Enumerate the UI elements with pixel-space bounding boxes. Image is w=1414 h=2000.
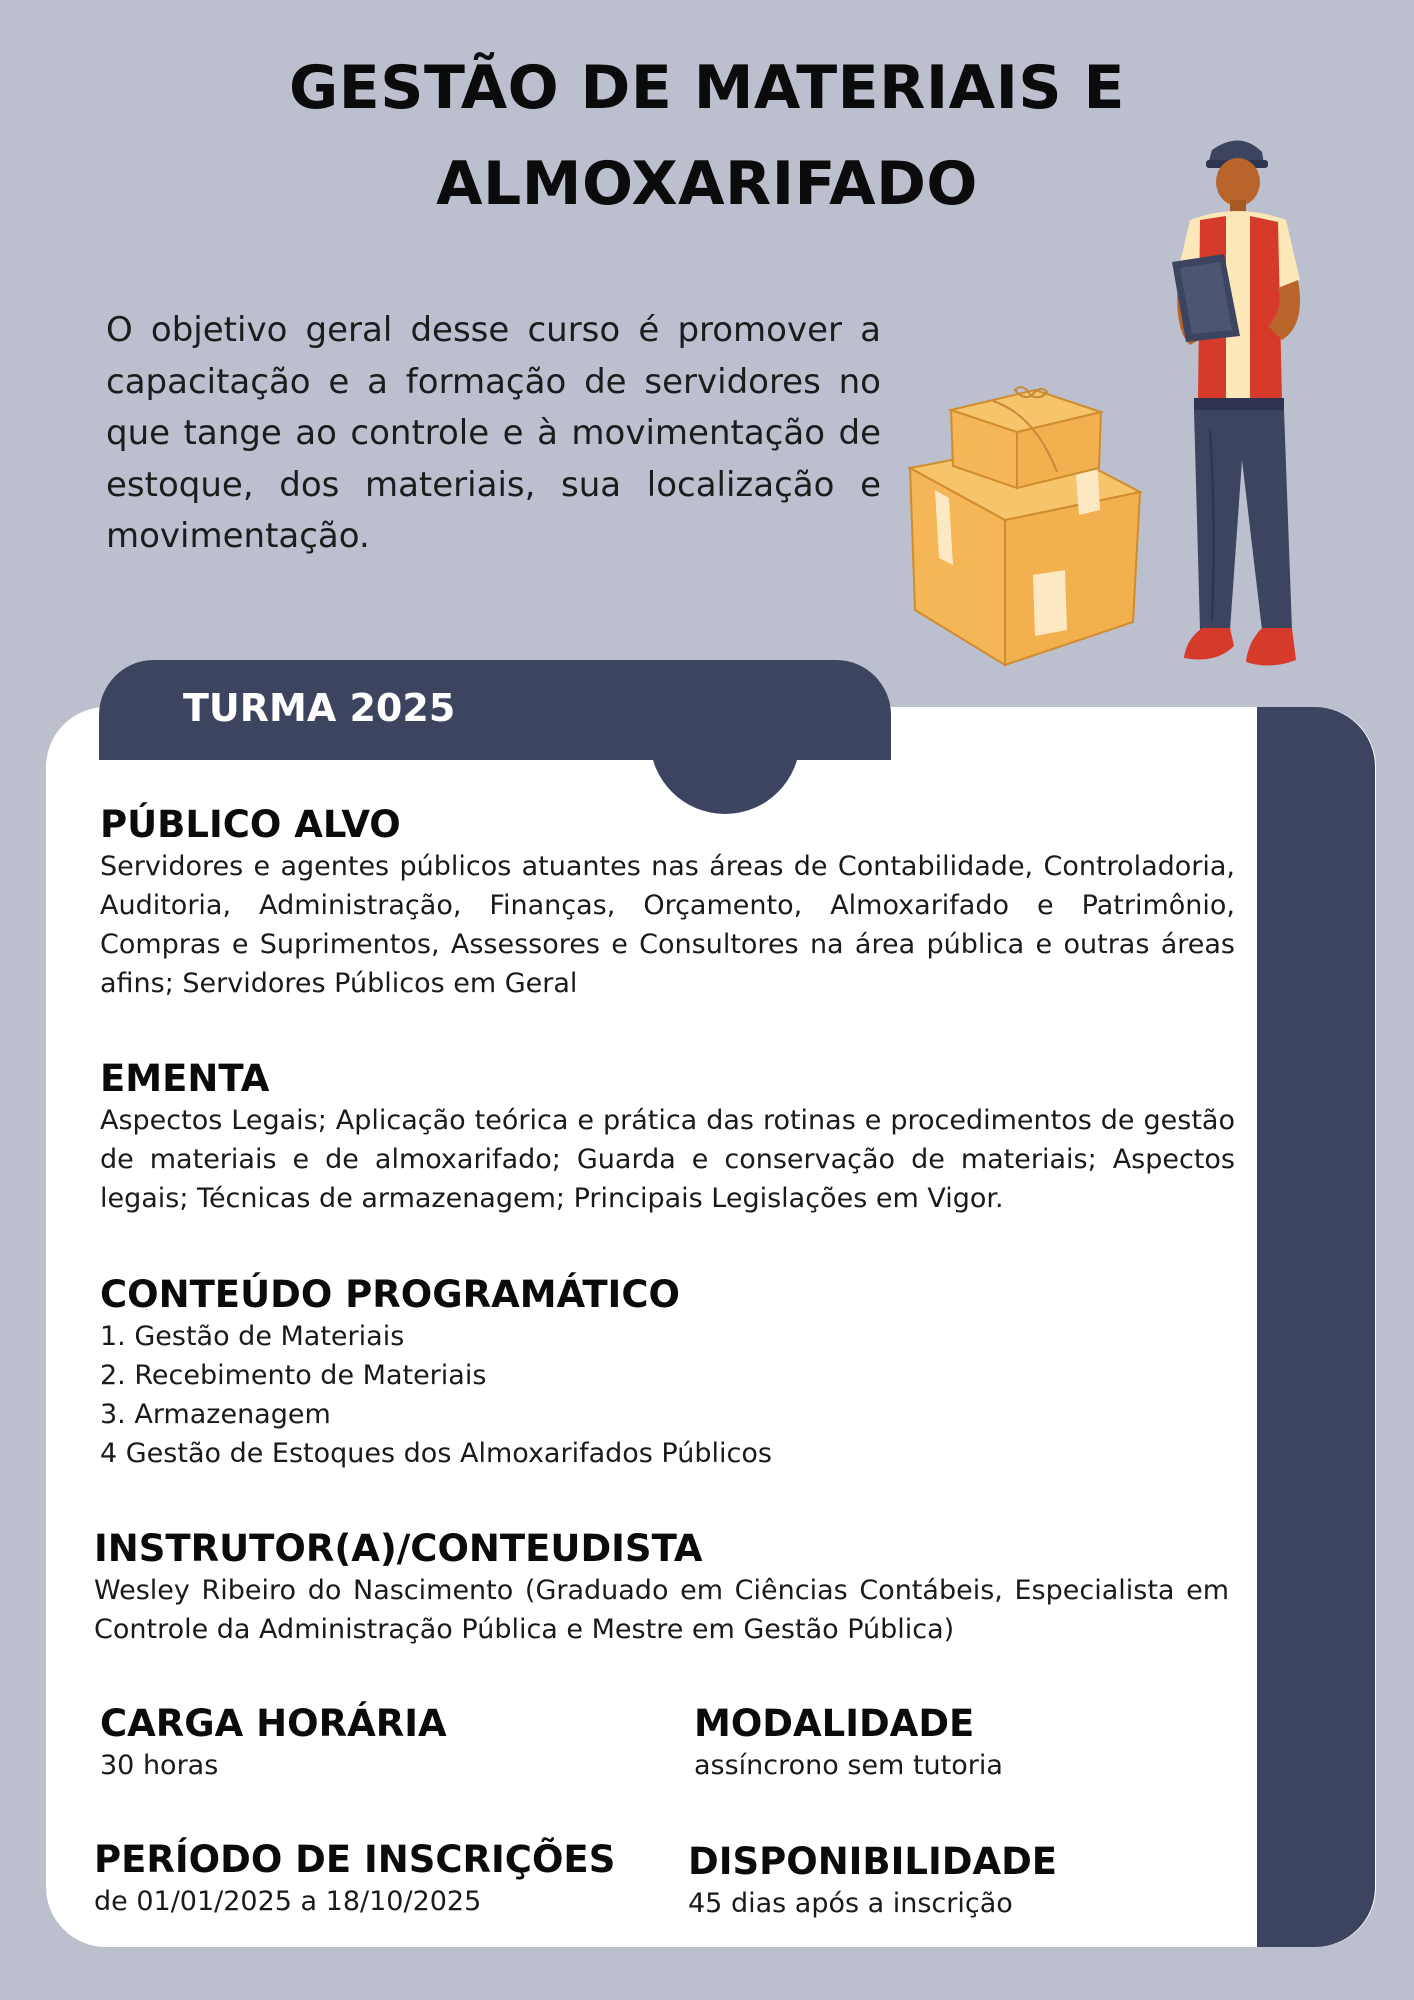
modalidade-value: assíncrono sem tutoria xyxy=(694,1750,1003,1781)
publico-alvo-text: Servidores e agentes públicos atuantes nas áreas de Contabilidade, Controladoria, Auditoria, Administração, Finanças, Orçamento, Almoxarifado e Patrimônio, Compras e Suprimentos, Assessores e Consultores na área pública e outras áreas afins; Servidores Públicos em Geral xyxy=(100,851,1235,999)
list-item: 1. Gestão de Materiais xyxy=(100,1321,405,1352)
intro-paragraph: O objetivo geral desse curso é promover a capacitação e a formação de servidores no que tange ao controle e à movimentação de estoque, dos materiais, sua localização e movimentação. xyxy=(106,310,881,556)
instrutor-heading: INSTRUTOR(A)/CONTEUDISTA xyxy=(94,1527,703,1570)
section-disponibilidade xyxy=(688,1840,1208,1923)
conteudo-list xyxy=(100,1317,1235,1473)
carga-horaria-heading: CARGA HORÁRIA xyxy=(100,1702,447,1745)
list-item: 2. Recebimento de Materiais xyxy=(100,1360,487,1391)
section-periodo-inscricoes xyxy=(94,1838,654,1921)
section-ementa xyxy=(100,1057,1235,1218)
carga-horaria-value: 30 horas xyxy=(100,1750,219,1781)
periodo-heading: PERÍODO DE INSCRIÇÕES xyxy=(94,1838,616,1881)
section-modalidade xyxy=(694,1702,1214,1785)
publico-alvo-heading: PÚBLICO ALVO xyxy=(100,803,401,846)
disponibilidade-value: 45 dias após a inscrição xyxy=(688,1888,1013,1919)
periodo-value: de 01/01/2025 a 18/10/2025 xyxy=(94,1886,482,1917)
section-publico-alvo xyxy=(100,803,1235,1003)
conteudo-heading: CONTEÚDO PROGRAMÁTICO xyxy=(100,1273,680,1316)
card-side-band xyxy=(1257,707,1375,1947)
instrutor-text: Wesley Ribeiro do Nascimento (Graduado em Ciências Contábeis, Especialista em Controle da Administração Pública e Mestre em Gestão Pública) xyxy=(94,1575,1229,1645)
list-item: 4 Gestão de Estoques dos Almoxarifados Públicos xyxy=(100,1438,772,1469)
title-line-1: GESTÃO DE MATERIAIS E xyxy=(289,53,1125,123)
cardboard-boxes-icon xyxy=(905,360,1145,670)
ementa-text: Aspectos Legais; Aplicação teórica e prática das rotinas e procedimentos de gestão de materiais e de almoxarifado; Guarda e conservação de materiais; Aspectos legais; Técnicas de armazenagem; Principais Legislações em Vigor. xyxy=(100,1105,1235,1214)
modalidade-heading: MODALIDADE xyxy=(694,1702,975,1745)
list-item: 3. Armazenagem xyxy=(100,1399,331,1430)
disponibilidade-heading: DISPONIBILIDADE xyxy=(688,1840,1058,1883)
warehouse-worker-clipboard-icon xyxy=(1150,130,1330,690)
ementa-heading: EMENTA xyxy=(100,1057,270,1100)
section-instrutor xyxy=(94,1527,1229,1649)
title-line-2: ALMOXARIFADO xyxy=(436,149,978,219)
section-carga-horaria xyxy=(100,1702,620,1785)
tab-notch xyxy=(650,660,800,814)
class-tab-label: TURMA 2025 xyxy=(183,686,456,730)
section-conteudo-programatico xyxy=(100,1273,1235,1473)
